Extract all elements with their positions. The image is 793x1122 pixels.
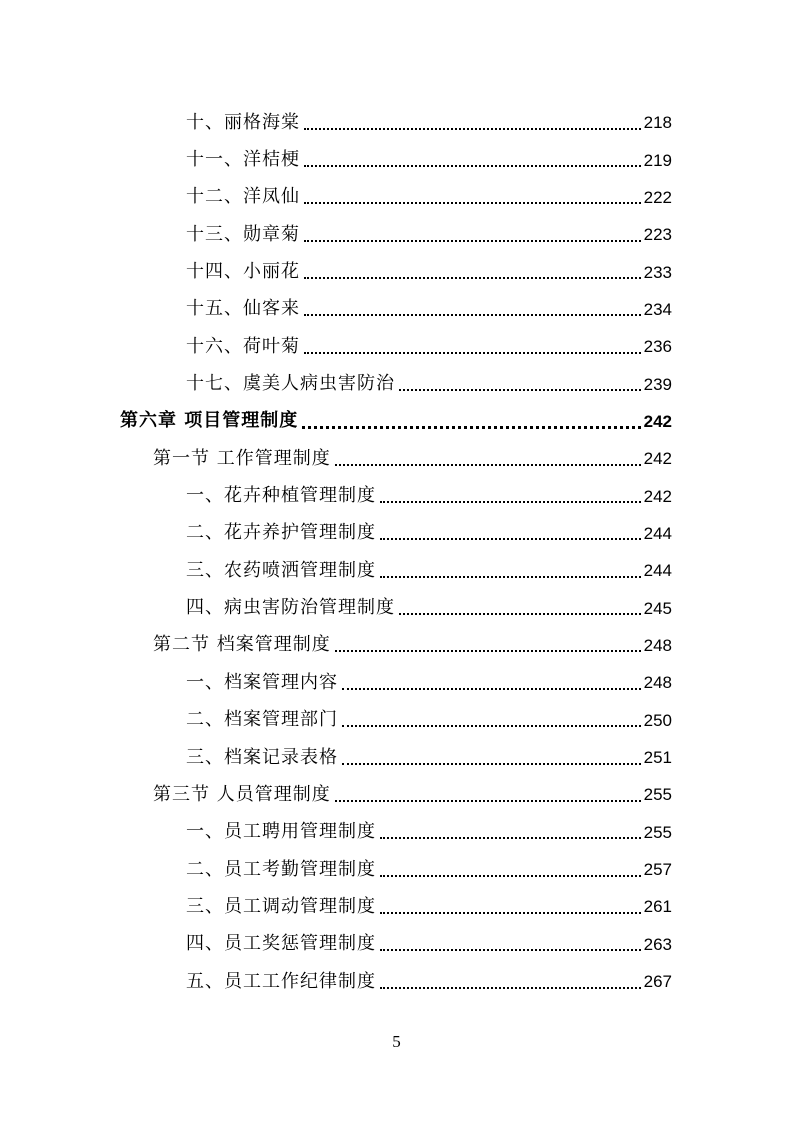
toc-entry-title: 二、员工考勤管理制度 — [186, 858, 376, 880]
toc-entry-page: 263 — [643, 934, 672, 954]
toc-entry[interactable] — [0, 627, 793, 664]
toc-dot-leader — [304, 165, 641, 167]
toc-entry-page: 261 — [643, 897, 672, 917]
toc-entry[interactable] — [0, 963, 793, 1000]
toc-dot-leader — [304, 277, 641, 279]
toc-dot-leader — [304, 352, 641, 354]
toc-entry-title: 十五、仙客来 — [186, 298, 300, 320]
toc-entry-title: 十三、勋章菊 — [186, 223, 300, 245]
toc-dot-leader — [335, 464, 641, 466]
toc-entry[interactable] — [0, 216, 793, 253]
toc-dot-leader — [304, 202, 641, 204]
toc-entry-page: 248 — [643, 635, 672, 655]
table-of-contents — [0, 104, 793, 1000]
toc-entry[interactable] — [0, 776, 793, 813]
toc-entry-page: 244 — [643, 561, 672, 581]
toc-entry-title: 一、档案管理内容 — [186, 671, 338, 693]
toc-entry-page: 242 — [643, 486, 672, 506]
toc-entry-page: 251 — [643, 748, 672, 768]
toc-entry[interactable] — [0, 851, 793, 888]
toc-dot-leader — [380, 576, 641, 578]
toc-entry[interactable] — [0, 291, 793, 328]
toc-entry-title: 十四、小丽花 — [186, 261, 300, 283]
toc-entry-title: 三、农药喷洒管理制度 — [186, 559, 376, 581]
toc-dot-leader — [304, 240, 641, 242]
toc-dot-leader — [380, 912, 641, 914]
toc-entry-title: 二、档案管理部门 — [186, 709, 338, 731]
toc-entry-page: 245 — [643, 598, 672, 618]
toc-entry-title: 第三节 人员管理制度 — [153, 783, 331, 805]
toc-dot-leader — [380, 987, 641, 989]
toc-entry-page: 267 — [643, 972, 672, 992]
toc-entry-title: 十七、虞美人病虫害防治 — [186, 373, 395, 395]
toc-entry-page: 242 — [643, 411, 672, 431]
toc-dot-leader — [380, 837, 641, 839]
toc-entry-page: 239 — [643, 374, 672, 394]
toc-entry[interactable] — [0, 739, 793, 776]
toc-entry[interactable] — [0, 814, 793, 851]
toc-entry-title: 十一、洋桔梗 — [186, 149, 300, 171]
toc-entry-title: 三、档案记录表格 — [186, 746, 338, 768]
toc-entry-title: 十、丽格海棠 — [186, 111, 300, 133]
toc-entry-page: 234 — [643, 299, 672, 319]
toc-entry-page: 248 — [643, 673, 672, 693]
toc-entry[interactable] — [0, 888, 793, 925]
toc-dot-leader — [342, 725, 641, 727]
toc-entry[interactable] — [0, 141, 793, 178]
toc-dot-leader — [335, 800, 641, 802]
toc-entry-title: 十二、洋凤仙 — [186, 186, 300, 208]
toc-entry-title: 五、员工工作纪律制度 — [186, 970, 376, 992]
toc-dot-leader — [399, 389, 641, 391]
toc-entry[interactable] — [0, 440, 793, 477]
toc-entry[interactable] — [0, 328, 793, 365]
toc-dot-leader — [399, 613, 641, 615]
toc-entry-page: 255 — [643, 785, 672, 805]
toc-entry[interactable] — [0, 552, 793, 589]
toc-entry[interactable] — [0, 253, 793, 290]
toc-dot-leader — [342, 763, 641, 765]
toc-entry-page: 257 — [643, 860, 672, 880]
toc-entry-page: 222 — [643, 187, 672, 207]
toc-entry-page: 219 — [643, 150, 672, 170]
toc-entry-page: 233 — [643, 262, 672, 282]
toc-dot-leader — [342, 688, 641, 690]
toc-entry-page: 242 — [643, 449, 672, 469]
toc-entry[interactable] — [0, 403, 793, 440]
toc-entry-title: 十六、荷叶菊 — [186, 335, 300, 357]
toc-entry-title: 一、员工聘用管理制度 — [186, 821, 376, 843]
toc-dot-leader — [380, 875, 641, 877]
toc-entry-title: 第一节 工作管理制度 — [153, 447, 331, 469]
toc-entry-title: 一、花卉种植管理制度 — [186, 485, 376, 507]
toc-entry-page: 250 — [643, 710, 672, 730]
toc-entry[interactable] — [0, 179, 793, 216]
toc-entry-page: 244 — [643, 523, 672, 543]
toc-entry[interactable] — [0, 477, 793, 514]
toc-entry[interactable] — [0, 589, 793, 626]
toc-entry-title: 第六章 项目管理制度 — [120, 410, 299, 432]
toc-entry[interactable] — [0, 664, 793, 701]
toc-dot-leader — [380, 501, 641, 503]
toc-entry-title: 四、病虫害防治管理制度 — [186, 597, 395, 619]
toc-entry[interactable] — [0, 104, 793, 141]
toc-entry[interactable] — [0, 515, 793, 552]
toc-entry-title: 二、花卉养护管理制度 — [186, 522, 376, 544]
toc-entry[interactable] — [0, 702, 793, 739]
toc-dot-leader — [304, 314, 641, 316]
toc-dot-leader — [302, 426, 640, 429]
toc-entry-title: 三、员工调动管理制度 — [186, 895, 376, 917]
toc-entry-page: 218 — [643, 113, 672, 133]
toc-dot-leader — [380, 949, 641, 951]
toc-entry-page: 236 — [643, 337, 672, 357]
toc-dot-leader — [380, 538, 641, 540]
toc-entry-page: 255 — [643, 822, 672, 842]
toc-entry-title: 第二节 档案管理制度 — [153, 634, 331, 656]
toc-entry-page: 223 — [643, 225, 672, 245]
toc-dot-leader — [304, 128, 641, 130]
toc-entry-title: 四、员工奖惩管理制度 — [186, 933, 376, 955]
toc-dot-leader — [335, 650, 641, 652]
page-number: 5 — [392, 1032, 401, 1051]
toc-entry[interactable] — [0, 365, 793, 402]
toc-entry[interactable] — [0, 926, 793, 963]
